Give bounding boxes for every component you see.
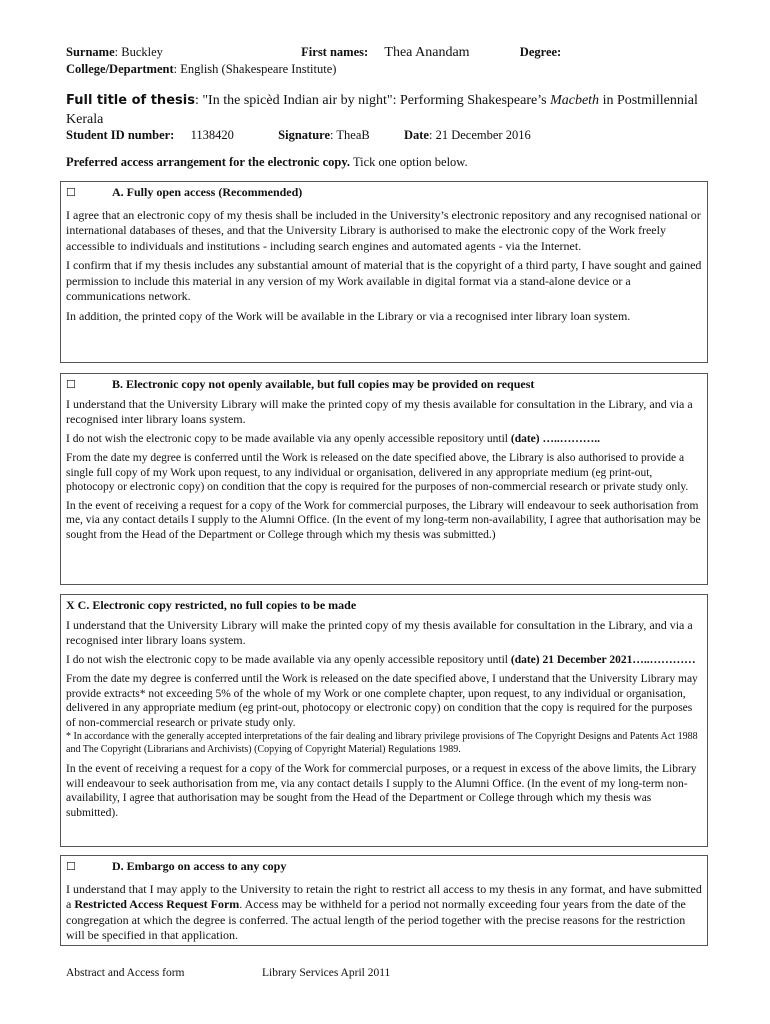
option-d-box [60, 855, 708, 946]
option-c-box [60, 594, 708, 847]
header-line-2: College/Department: English (Shakespeare Institute) [66, 62, 337, 76]
option-c-paragraph-2 [66, 653, 702, 669]
option-d-paragraph-1 [66, 882, 702, 944]
thesis-title-part1: "In the spicèd Indian air by night": Performing Shakespeare’s [202, 93, 547, 108]
option-a-paragraph-3: In addition, the printed copy of the Work will be available in the Library or via a recognised inter library loan system. [66, 308, 631, 323]
surname-value: Buckley [121, 45, 163, 59]
first-names-value: Thea Anandam [384, 45, 470, 60]
degree-label: Degree: [519, 45, 562, 59]
option-b-paragraph-1: I understand that the University Library will make the printed copy of my thesis available for consultation in the Library, and via a recognised inter library loans system. [66, 396, 693, 426]
option-c-footnote: * In accordance with the generally accepted interpretations of the fair dealing and library privilege provisions of The Copyright Designs and Patents Act 1988 and The Copyright (Librarians and Archivists) (Copying of Copyright Material) Regulations 1989. [66, 731, 698, 755]
surname-label: Surname [66, 45, 115, 59]
option-b-paragraph-4: In the event of receiving a request for a copy of the Work for commercial purposes, the Library will endeavour to seek authorisation from me, via any contact details I supply to the Alumni Office. (In the event of my long-term non-availability, I agree that authorisation may be sought from the Head of the Department or College through which my thesis was submitted.) [66, 499, 701, 541]
footer-right: Library Services April 2011 [262, 967, 391, 979]
student-id-value: 1138420 [190, 128, 234, 142]
option-b-paragraph-3: From the date my degree is conferred until the Work is released on the date specified above, the Library is also authorised to provide a single full copy of my Work upon request, to any individual or organisation, delivered in any appropriate medium (eg print-out, photocopy or electronic copy) on condition that the copy is required for the purposes of non-commercial research or private study only. [66, 452, 689, 493]
preferred-access-line [66, 155, 468, 171]
option-c-paragraph-1: I understand that the University Library will make the printed copy of my thesis available for consultation in the Library, and via a recognised inter library loans system. [66, 617, 693, 647]
date-value: 21 December 2016 [435, 128, 531, 142]
preferred-access-label: Preferred access arrangement for the electronic copy. [66, 155, 351, 169]
option-c-paragraph-4: In the event of receiving a request for a copy of the Work for commercial purposes, or a request in excess of the above limits, the Library will endeavour to seek authorisation from me, via any contact details I supply to the Alumni Office. (In the event of my long-term non-availability, I agree that authorisation may be sought from the Head of the Department or College through which my thesis was submitted). [66, 763, 697, 819]
option-d-paragraph-1-b: . Access may be withheld for a period not normally exceeding four years from the date of the congregation at which the degree is conferred. The actual length of the period together with the precise reasons for the restriction will be specified in that application. [66, 897, 686, 942]
option-d-paragraph-1-a: I understand that I may apply to the University to retain the right to restrict all access to my thesis in any format, and have submitted a [66, 881, 702, 911]
thesis-title-part2: in Postmillennial Kerala [66, 93, 698, 127]
option-b-heading: B. Electronic copy not openly available, but full copies may be provided on request [112, 377, 535, 391]
thesis-title-italic: Macbeth [550, 93, 600, 108]
option-c-paragraph-3: From the date my degree is conferred until the Work is released on the date specified above, I understand that the University Library may provide extracts* not exceeding 5% of the whole of my Work or one complete chapter, upon request, to any individual or organisation, delivered in any appropriate medium (eg print-out, photocopy or electronic copy) on condition that the copy is required for the purposes of non-commercial research or private study only. [66, 673, 698, 729]
college-label: College/Department [66, 62, 174, 76]
option-b-checkbox[interactable]: ☐ [66, 378, 76, 391]
signature-value: TheaB [336, 128, 370, 142]
college-value: English (Shakespeare Institute) [180, 62, 337, 76]
student-id-label: Student ID number: [66, 128, 175, 142]
option-a-box [60, 181, 708, 363]
first-names-label: First names: [301, 45, 369, 59]
header-line-1: Surname: Buckley First names: Thea Anandam Degree: [66, 45, 562, 60]
header-line-3: Student ID number: 1138420 Signature: TheaB Date: 21 December 2016 [66, 128, 531, 142]
option-b-paragraph-2 [66, 432, 702, 448]
option-d-heading: D. Embargo on access to any copy [112, 859, 287, 873]
option-d-checkbox[interactable]: ☐ [66, 860, 76, 873]
option-a-paragraph-1: I agree that an electronic copy of my thesis shall be included in the University’s electronic repository and any recognised national or international databases of theses, and that the University Library is authorised to make the electronic copy of the Work freely accessible to individuals and institutions - including search engines and automated agents - via the Internet. [66, 207, 701, 253]
option-b-date: (date) …..……….. [510, 432, 600, 445]
thesis-title-label: Full title of thesis [66, 93, 195, 108]
restricted-access-form-name: Restricted Access Request Form [74, 897, 240, 911]
thesis-title: Full title of thesis: "In the spicèd Indian air by night": Performing Shakespeare’s Macbeth in Postmillennial Kerala [66, 93, 698, 127]
page-footer [66, 966, 390, 982]
signature-label: Signature [278, 128, 331, 142]
option-d-heading-line [66, 859, 702, 875]
option-a-heading: A. Fully open access (Recommended) [112, 185, 303, 199]
preferred-access-instruction: Tick one option below. [352, 155, 468, 169]
option-c-heading: X C. Electronic copy restricted, no full copies to be made [66, 598, 357, 612]
date-label: Date [403, 128, 429, 142]
option-c-paragraph-2-text: I do not wish the electronic copy to be made available via any openly accessible repository until [66, 653, 511, 666]
option-a-heading-line [66, 185, 702, 201]
option-b-heading-line [66, 377, 702, 393]
option-c-date: (date) 21 December 2021…..………… [510, 653, 696, 666]
option-b-box [60, 373, 708, 585]
option-a-checkbox[interactable]: ☐ [66, 186, 76, 199]
option-a-paragraph-2: I confirm that if my thesis includes any substantial amount of material that is the copyright of a third party, I have sought and gained permission to include this material in any version of my Work available in digital format via a stand-alone device or a communications network. [66, 258, 702, 303]
option-b-paragraph-2-text: I do not wish the electronic copy to be made available via any openly accessible repository until [66, 432, 511, 445]
footer-left: Abstract and Access form [66, 967, 185, 979]
